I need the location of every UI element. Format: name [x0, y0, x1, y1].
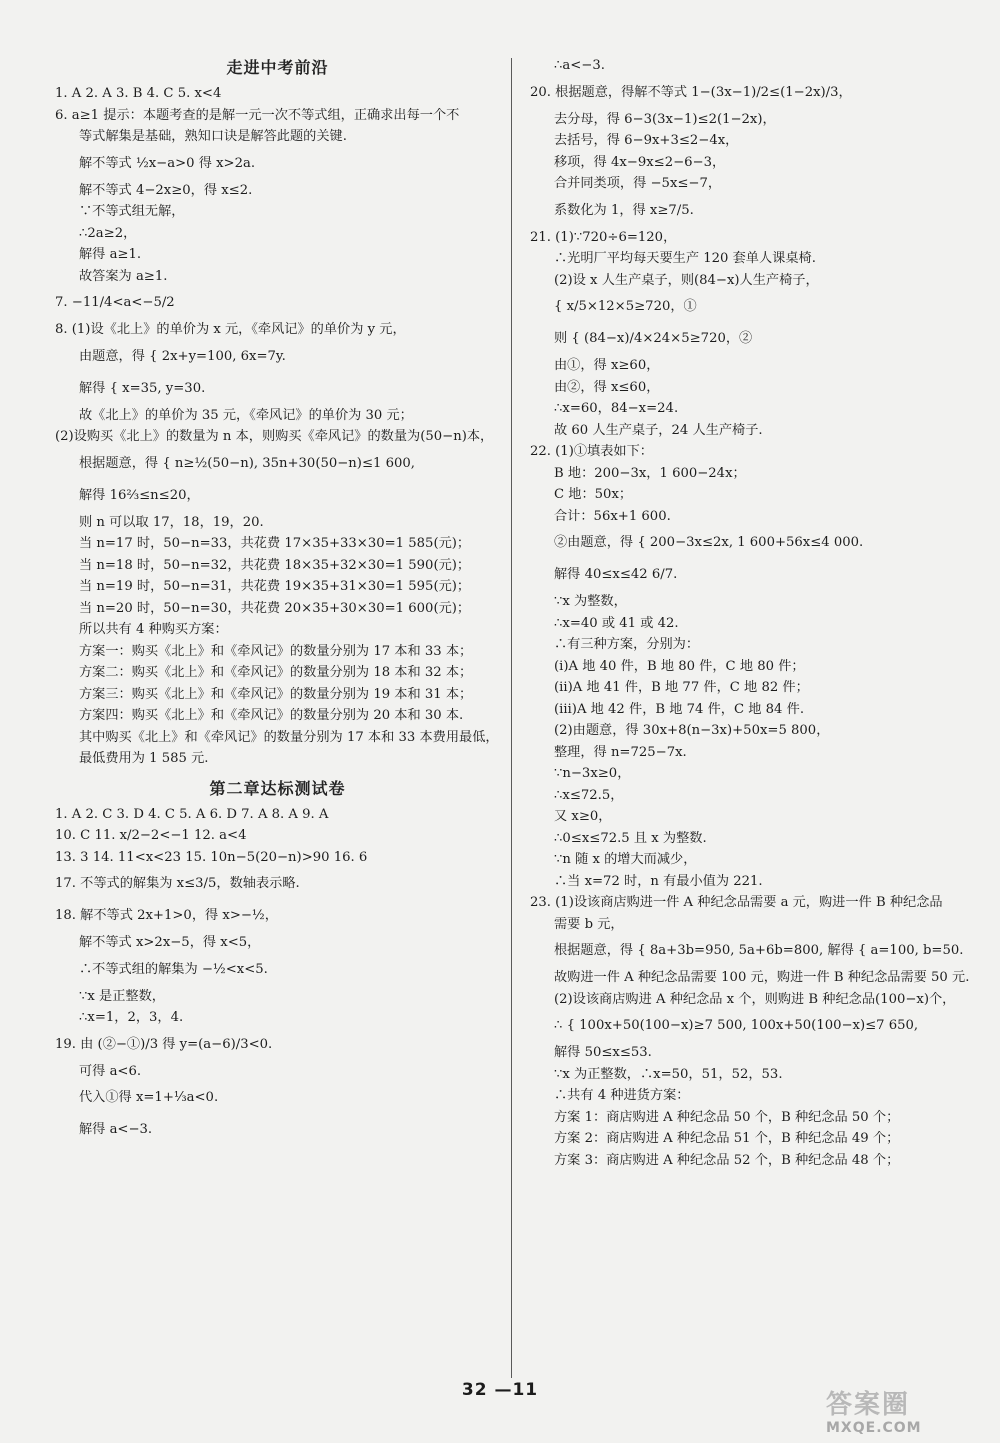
answer-line: 方案四：购买《北上》和《牵风记》的数量分别为 20 本和 30 本. [79, 708, 464, 723]
answer-line: ∵x 为正整数，∴x=50，51，52，53. [554, 1066, 783, 1082]
answer-line: (2)设购买《北上》的数量为 n 本，则购买《牵风记》的数量为(50−n)本， [55, 429, 494, 444]
answer-line: ∵x 为整数， [554, 594, 627, 609]
answer-line: 故购进一件 A 种纪念品需要 100 元，购进一件 B 种纪念品需要 50 元. [554, 970, 970, 985]
answer-line: ②由题意，得 { 200−3x≤2x, 1 600+56x≤4 000. [554, 535, 864, 550]
answer-line: ∴a<−3. [554, 58, 605, 73]
answer-line: (ⅲ)A 地 42 件，B 地 74 件，C 地 84 件. [554, 701, 805, 717]
answer-line: 则 n 可以取 17，18，19，20. [79, 514, 264, 530]
answer-line: 20. 根据题意，得解不等式 1−(3x−1)/2≤(1−2x)/3， [530, 84, 852, 100]
page-number: 32 —11 [461, 1380, 539, 1400]
answer-line: 由①，得 x≥60， [554, 358, 660, 373]
answer-line: B 地：200−3x，1 600−24x； [554, 465, 746, 481]
left-column [55, 55, 500, 1146]
answer-line: 8. (1)设《北上》的单价为 x 元，《牵风记》的单价为 y 元， [55, 322, 406, 337]
answer-line: 根据题意，得 { n≥½(50−n), 35n+30(50−n)≤1 600, [79, 455, 415, 471]
answer-line: 最低费用为 1 585 元. [79, 751, 209, 766]
answer-line: ∴ { 100x+50(100−x)≥7 500, 100x+50(100−x)≤7 650, [554, 1018, 919, 1033]
answer-block [530, 55, 975, 227]
answer-line: 6. a≥1 提示：本题考查的是解一元一次不等式组，正确求出每一个不 [55, 107, 460, 123]
answer-line: ∵n−3x≥0， [554, 766, 631, 781]
answer-line: ∵x 是正整数， [79, 988, 165, 1004]
watermark-url: MXQE.COM [826, 1420, 922, 1436]
answer-line: (2)由题意，得 30x+8(n−3x)+50x=5 800， [554, 723, 830, 738]
answer-line: 故答案为 a≥1. [79, 268, 168, 284]
answer-line: 代入①得 x=1+⅓a<0. [79, 1090, 219, 1105]
answer-line: 由②，得 x≤60， [554, 379, 660, 395]
section-heading-frontier: 走进中考前沿 [226, 58, 329, 77]
answer-line: 其中购买《北上》和《牵风记》的数量分别为 17 本和 33 本费用最低， [79, 729, 499, 745]
answer-line: (ⅰ)A 地 40 件，B 地 80 件，C 地 80 件； [554, 658, 805, 674]
answer-line: 解得 16⅔≤n≤20， [79, 487, 200, 503]
answer-line: ∴不等式组的解集为 −½<x<5. [79, 961, 268, 977]
answer-line: 解得 a<−3. [79, 1122, 153, 1137]
answer-line: { x/5×12×5≥720，① [554, 299, 697, 314]
answer-line: 则 { (84−x)/4×24×5≥720，② [554, 331, 753, 346]
answer-line: ∵n 随 x 的增大而减少， [554, 852, 697, 867]
answer-line: 1. A 2. C 3. D 4. C 5. A 6. D 7. A 8. A 9. A [55, 806, 329, 822]
site-watermark-logo [826, 1390, 986, 1440]
answer-block [55, 83, 500, 148]
answer-line: 系数化为 1，得 x≥7/5. [554, 202, 694, 218]
answer-line: 可得 a<6. [79, 1063, 142, 1079]
answer-line: 解不等式 ½x−a>0 得 x>2a. [79, 155, 256, 171]
answer-line: 合计：56x+1 600. [554, 508, 671, 524]
answer-line: 当 n=17 时，50−n=33，共花费 17×35+33×30=1 585(元)； [79, 536, 471, 551]
answer-line: 解得 50≤x≤53. [554, 1045, 652, 1060]
answer-line: 根据题意，得 { 8a+3b=950, 5a+6b=800, 解得 { a=100, b=50. [554, 943, 964, 958]
answer-block [55, 804, 500, 933]
answer-line: 13. 3 14. 11<x<23 15. 10n−5(20−n)>90 16. 6 [55, 849, 368, 865]
answer-line: 当 n=18 时，50−n=32，共花费 18×35+32×30=1 590(元)； [79, 557, 471, 573]
answer-line: ∴x≤72.5， [554, 787, 624, 803]
answer-line: 去括号，得 6−9x+3≤2−4x， [554, 133, 739, 148]
answer-line: 解不等式 x>2x−5，得 x<5， [79, 935, 261, 950]
answer-line: ∴0≤x≤72.5 且 x 为整数. [554, 830, 707, 846]
answer-line: 等式解集是基础，熟知口诀是解答此题的关键. [79, 129, 347, 144]
answer-line: 需要 b 元， [554, 916, 624, 932]
answer-line: 当 n=20 时，50−n=30，共花费 20×35+30×30=1 600(元)； [79, 600, 471, 616]
answer-block [55, 932, 500, 1029]
answer-line: 所以共有 4 种购买方案： [79, 622, 228, 637]
answer-line: 解不等式 4−2x≥0，得 x≤2. [79, 182, 253, 198]
answer-line: 故《北上》的单价为 35 元，《牵风记》的单价为 30 元； [79, 407, 413, 423]
answer-line: 方案 1：商店购进 A 种纪念品 50 个，B 种纪念品 50 个； [554, 1109, 900, 1125]
answer-line: 22. (1)①填表如下： [530, 444, 653, 459]
answer-line: 1. A 2. A 3. B 4. C 5. x<4 [55, 86, 222, 101]
answer-block [530, 591, 975, 935]
answer-line: ∴共有 4 种进货方案： [554, 1088, 690, 1103]
answer-line: 方案 2：商店购进 A 种纪念品 51 个，B 种纪念品 49 个； [554, 1131, 900, 1146]
answer-line: (2)设 x 人生产桌子，则(84−x)人生产椅子， [554, 272, 819, 288]
answer-line: ∴当 x=72 时，n 有最小值为 221. [554, 873, 763, 889]
answer-line: ∴x=60，84−x=24. [554, 401, 679, 416]
answer-line: 21. (1)∵720÷6=120， [530, 229, 677, 245]
section-heading-chapter-test: 第二章达标测试卷 [209, 778, 346, 798]
answer-line: 17. 不等式的解集为 x≤3/5，数轴表示略. [55, 876, 300, 891]
answer-line: 方案二：购买《北上》和《牵风记》的数量分别为 18 本和 32 本； [79, 665, 473, 680]
answer-block [55, 148, 500, 288]
right-column [530, 55, 975, 1171]
answer-line: 由题意，得 { 2x+y=100, 6x=7y. [79, 348, 286, 364]
answer-line: ∴2a≥2， [79, 225, 137, 241]
answer-line: 23. (1)设该商店购进一件 A 种纪念品需要 a 元，购进一件 B 种纪念品 [530, 895, 943, 910]
answer-line: 当 n=19 时，50−n=31，共花费 19×35+31×30=1 595(元)； [79, 579, 471, 594]
answer-line: 方案一：购买《北上》和《牵风记》的数量分别为 17 本和 33 本； [79, 643, 473, 659]
answer-line: ∴x=1，2，3，4. [79, 1010, 184, 1025]
answer-line: 7. −11/4<a<−5/2 [55, 295, 175, 310]
answer-line: 故 60 人生产桌子，24 人生产椅子. [554, 422, 763, 438]
answer-line: 解得 { x=35, y=30. [79, 380, 206, 396]
answer-line: ∵不等式组无解， [79, 204, 185, 219]
column-divider [511, 58, 512, 1378]
answer-line: 合并同类项，得 −5x≤−7， [554, 176, 722, 191]
answer-line: 移项，得 4x−9x≤2−6−3， [554, 154, 726, 170]
answer-line: 18. 解不等式 2x+1>0，得 x>−½， [55, 908, 278, 923]
answer-line: 19. 由 (②−①)/3 得 y=(a−6)/3<0. [55, 1036, 273, 1052]
answer-block [530, 227, 975, 592]
answer-line: 解得 a≥1. [79, 247, 142, 262]
answer-line: 10. C 11. x/2−2<−1 12. a<4 [55, 828, 247, 843]
answer-line: (ⅱ)A 地 41 件，B 地 77 件，C 地 82 件； [554, 680, 809, 695]
answer-line: (2)设该商店购进 A 种纪念品 x 个，则购进 B 种纪念品(100−x)个， [554, 991, 956, 1007]
answer-line: C 地：50x； [554, 487, 633, 502]
answer-line: 方案三：购买《北上》和《牵风记》的数量分别为 19 本和 31 本； [79, 686, 473, 702]
answer-block [55, 287, 500, 512]
answer-line: 解得 40≤x≤42 6/7. [554, 567, 678, 582]
answer-line: ∴光明厂平均每天要生产 120 套单人课桌椅. [554, 251, 816, 266]
answer-line: 方案 3：商店购进 A 种纪念品 52 个，B 种纪念品 48 个； [554, 1152, 900, 1168]
answer-line: ∴x=40 或 41 或 42. [554, 615, 679, 631]
answer-line: 又 x≥0， [554, 809, 612, 824]
answer-block [55, 512, 500, 770]
answer-line: ∴有三种方案，分别为： [554, 637, 700, 652]
answer-line: 去分母，得 6−3(3x−1)≤2(1−2x)， [554, 111, 776, 127]
answer-block [530, 935, 975, 1171]
answer-block [55, 1029, 500, 1147]
answer-line: 整理，得 n=725−7x. [554, 744, 687, 760]
watermark-text: 答案圈 [826, 1390, 911, 1420]
